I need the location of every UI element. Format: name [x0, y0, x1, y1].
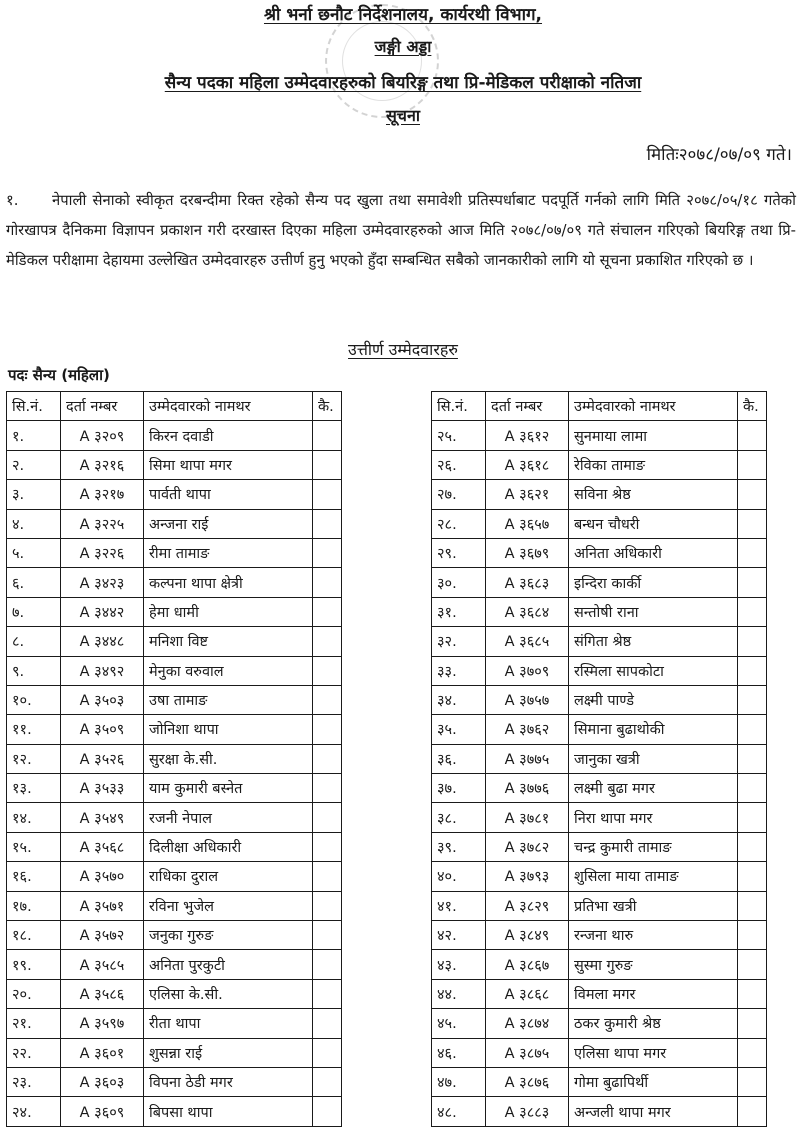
- serial-cell: ३७.: [432, 774, 486, 803]
- candidate-name-cell: सुरक्षा के.सी.: [144, 744, 313, 773]
- remarks-cell: [313, 774, 342, 803]
- remarks-cell: [738, 538, 767, 567]
- table-header-row: [7, 392, 342, 421]
- table-row: [7, 715, 342, 744]
- reg-number-cell: A ३५२६: [61, 744, 144, 773]
- serial-cell: ३९.: [432, 832, 486, 861]
- candidate-name-cell: रविना भुजेल: [144, 891, 313, 920]
- table-row: [7, 450, 342, 479]
- table-row: [432, 627, 767, 656]
- table-row: [7, 921, 342, 950]
- candidate-name-cell: ठकर कुमारी श्रेष्ठ: [569, 1009, 738, 1038]
- post-label: पदः सैन्य (महिला): [8, 366, 110, 384]
- reg-number-cell: A ३७०९: [486, 656, 569, 685]
- remarks-cell: [313, 656, 342, 685]
- table-row: [432, 950, 767, 979]
- table-row: [432, 891, 767, 920]
- reg-number-cell: A ३७९३: [486, 862, 569, 891]
- col-header-serial: सि.नं.: [7, 392, 61, 421]
- remarks-cell: [313, 832, 342, 861]
- reg-number-cell: A ३६८३: [486, 568, 569, 597]
- table-row: [432, 421, 767, 450]
- table-row: [432, 450, 767, 479]
- candidate-name-cell: जोनिशा थापा: [144, 715, 313, 744]
- remarks-cell: [313, 597, 342, 626]
- reg-number-cell: A ३५७१: [61, 891, 144, 920]
- remarks-cell: [313, 715, 342, 744]
- reg-number-cell: A ३२२५: [61, 509, 144, 538]
- table-row: [7, 891, 342, 920]
- remarks-cell: [738, 979, 767, 1008]
- remarks-cell: [738, 744, 767, 773]
- serial-cell: ३४.: [432, 685, 486, 714]
- candidate-name-cell: अनिता अधिकारी: [569, 538, 738, 567]
- col-header-serial: सि.नं.: [432, 392, 486, 421]
- remarks-cell: [313, 803, 342, 832]
- serial-cell: २९.: [432, 538, 486, 567]
- candidate-name-cell: सुनमाया लामा: [569, 421, 738, 450]
- candidate-name-cell: दिलीक्षा अधिकारी: [144, 832, 313, 861]
- remarks-cell: [738, 480, 767, 509]
- table-row: [432, 803, 767, 832]
- table-row: [7, 1038, 342, 1067]
- result-title: सैन्य पदका महिला उम्मेदवारहरुको बियरिङ्ग तथा प्रि-मेडिकल परीक्षाको नतिजा: [164, 73, 642, 93]
- table-row: [432, 1097, 767, 1126]
- reg-number-cell: A ३२१६: [61, 450, 144, 479]
- table-row: [7, 803, 342, 832]
- remarks-cell: [738, 656, 767, 685]
- candidate-name-cell: निरा थापा मगर: [569, 803, 738, 832]
- reg-number-cell: A ३७६२: [486, 715, 569, 744]
- candidate-name-cell: विपना ठेडी मगर: [144, 1067, 313, 1096]
- candidate-name-cell: संगिता श्रेष्ठ: [569, 627, 738, 656]
- serial-cell: १९.: [7, 950, 61, 979]
- serial-cell: २४.: [7, 1097, 61, 1126]
- notice-title: सूचना: [385, 106, 420, 125]
- candidate-name-cell: सिमाना बुढाथोकी: [569, 715, 738, 744]
- remarks-cell: [313, 891, 342, 920]
- remarks-cell: [313, 744, 342, 773]
- col-header-remarks: कै.: [738, 392, 767, 421]
- serial-cell: २६.: [432, 450, 486, 479]
- serial-cell: ४३.: [432, 950, 486, 979]
- candidate-name-cell: जनुका गुरुङ: [144, 921, 313, 950]
- candidate-name-cell: शुसिला माया तामाङ: [569, 862, 738, 891]
- serial-cell: ४५.: [432, 1009, 486, 1038]
- remarks-cell: [313, 627, 342, 656]
- paragraph-number: १.: [6, 192, 19, 209]
- serial-cell: १६.: [7, 862, 61, 891]
- candidate-name-cell: जानुका खत्री: [569, 744, 738, 773]
- remarks-cell: [738, 1038, 767, 1067]
- reg-number-cell: A ३५३३: [61, 774, 144, 803]
- table-row: [7, 1067, 342, 1096]
- table-row: [7, 1009, 342, 1038]
- candidates-body-left: [7, 421, 342, 1126]
- table-row: [432, 715, 767, 744]
- serial-cell: १५.: [7, 832, 61, 861]
- table-row: [432, 862, 767, 891]
- serial-cell: ११.: [7, 715, 61, 744]
- table-row: [7, 862, 342, 891]
- reg-number-cell: A ३६२१: [486, 480, 569, 509]
- candidate-name-cell: एलिसा के.सी.: [144, 979, 313, 1008]
- table-row: [7, 480, 342, 509]
- table-row: [432, 832, 767, 861]
- table-row: [432, 1009, 767, 1038]
- remarks-cell: [313, 421, 342, 450]
- table-row: [432, 480, 767, 509]
- table-row: [432, 568, 767, 597]
- serial-cell: ४१.: [432, 891, 486, 920]
- serial-cell: १४.: [7, 803, 61, 832]
- serial-cell: १७.: [7, 891, 61, 920]
- remarks-cell: [313, 480, 342, 509]
- table-row: [7, 950, 342, 979]
- remarks-cell: [738, 715, 767, 744]
- candidate-name-cell: लक्ष्मी बुढा मगर: [569, 774, 738, 803]
- serial-cell: ४२.: [432, 921, 486, 950]
- candidates-body-right: [432, 421, 767, 1126]
- reg-number-cell: A ३६७९: [486, 538, 569, 567]
- candidate-name-cell: सन्तोषी राना: [569, 597, 738, 626]
- serial-cell: २३.: [7, 1067, 61, 1096]
- reg-number-cell: A ३८२९: [486, 891, 569, 920]
- directorate-title: श्री भर्ना छनौट निर्देशनालय, कार्यरथी विभाग,: [263, 5, 543, 25]
- candidate-name-cell: गोमा बुढापिर्थी: [569, 1067, 738, 1096]
- table-row: [7, 597, 342, 626]
- table-row: [432, 1038, 767, 1067]
- reg-number-cell: A ३८७४: [486, 1009, 569, 1038]
- reg-number-cell: A ३७७५: [486, 744, 569, 773]
- remarks-cell: [313, 1097, 342, 1126]
- table-row: [7, 979, 342, 1008]
- table-row: [7, 744, 342, 773]
- remarks-cell: [738, 832, 767, 861]
- reg-number-cell: A ३८७५: [486, 1038, 569, 1067]
- remarks-cell: [738, 1097, 767, 1126]
- reg-number-cell: A ३२१७: [61, 480, 144, 509]
- table-row: [7, 1097, 342, 1126]
- table-row: [432, 774, 767, 803]
- remarks-cell: [313, 921, 342, 950]
- reg-number-cell: A ३२०९: [61, 421, 144, 450]
- remarks-cell: [313, 950, 342, 979]
- remarks-cell: [313, 979, 342, 1008]
- table-row: [432, 921, 767, 950]
- reg-number-cell: A ३५४९: [61, 803, 144, 832]
- table-row: [432, 744, 767, 773]
- remarks-cell: [313, 1009, 342, 1038]
- candidate-name-cell: लक्ष्मी पाण्डे: [569, 685, 738, 714]
- table-row: [7, 568, 342, 597]
- col-header-name: उम्मेदवारको नामथर: [144, 392, 313, 421]
- candidates-table-left: [6, 391, 342, 1127]
- remarks-cell: [738, 450, 767, 479]
- paragraph-text: नेपाली सेनाको स्वीकृत दरबन्दीमा रिक्त रहेको सैन्य पद खुला तथा समावेशी प्रतिस्पर्धाबाट पदपूर्ति गर्नको लागि मिति २०७८/०५/१८ गतेको गोरखापत्र दैनिकमा विज्ञापन प्रकाशन गरी दरखास्त दिएका महिला उम्मेदवारहरुको आज मिति २०७८/०७/०९ गते संचालन गरिएको बियरिङ्ग तथा प्रि-मेडिकल परीक्षामा देहायमा उल्लेखित उम्मेदवारहरु उत्तीर्ण हुनु भएको हुँदा सम्बन्धित सबैको जानकारीको लागि यो सूचना प्रकाशित गरिएको छ ।: [6, 192, 796, 269]
- table-row: [7, 421, 342, 450]
- reg-number-cell: A ३५७०: [61, 862, 144, 891]
- serial-cell: ४०.: [432, 862, 486, 891]
- serial-cell: २१.: [7, 1009, 61, 1038]
- remarks-cell: [738, 950, 767, 979]
- remarks-cell: [738, 862, 767, 891]
- serial-cell: २५.: [432, 421, 486, 450]
- remarks-cell: [313, 685, 342, 714]
- table-row: [432, 1067, 767, 1096]
- reg-number-cell: A ३५०९: [61, 715, 144, 744]
- remarks-cell: [313, 1067, 342, 1096]
- candidate-name-cell: रस्मिला सापकोटा: [569, 656, 738, 685]
- reg-number-cell: A ३८७६: [486, 1067, 569, 1096]
- serial-cell: ३५.: [432, 715, 486, 744]
- reg-number-cell: A ३५९७: [61, 1009, 144, 1038]
- serial-cell: ३.: [7, 480, 61, 509]
- candidate-name-cell: याम कुमारी बस्नेत: [144, 774, 313, 803]
- reg-number-cell: A ३५८६: [61, 979, 144, 1008]
- serial-cell: ३२.: [432, 627, 486, 656]
- candidate-name-cell: इन्दिरा कार्की: [569, 568, 738, 597]
- reg-number-cell: A ३६०९: [61, 1097, 144, 1126]
- passed-candidates-heading: उत्तीर्ण उम्मेदवारहरु: [348, 340, 458, 359]
- reg-number-cell: A ३७८२: [486, 832, 569, 861]
- remarks-cell: [738, 921, 767, 950]
- candidate-name-cell: शुसन्ना राई: [144, 1038, 313, 1067]
- table-row: [432, 685, 767, 714]
- headquarters-title: जङ्गी अड्डा: [374, 37, 432, 56]
- serial-cell: ४.: [7, 509, 61, 538]
- serial-cell: ४७.: [432, 1067, 486, 1096]
- notice-paragraph: [6, 186, 796, 276]
- remarks-cell: [738, 597, 767, 626]
- remarks-cell: [738, 568, 767, 597]
- serial-cell: ४४.: [432, 979, 486, 1008]
- candidate-name-cell: सुस्मा गुरुङ: [569, 950, 738, 979]
- table-row: [7, 656, 342, 685]
- reg-number-cell: A ३४४२: [61, 597, 144, 626]
- candidate-name-cell: एलिसा थापा मगर: [569, 1038, 738, 1067]
- serial-cell: ४८.: [432, 1097, 486, 1126]
- reg-number-cell: A ३८६७: [486, 950, 569, 979]
- candidate-name-cell: मनिशा विष्ट: [144, 627, 313, 656]
- table-row: [7, 832, 342, 861]
- serial-cell: ५.: [7, 538, 61, 567]
- candidate-name-cell: रीता थापा: [144, 1009, 313, 1038]
- table-row: [432, 656, 767, 685]
- reg-number-cell: A ३४९२: [61, 656, 144, 685]
- reg-number-cell: A ३८४९: [486, 921, 569, 950]
- candidate-name-cell: रेविका तामाङ: [569, 450, 738, 479]
- reg-number-cell: A ३७५७: [486, 685, 569, 714]
- reg-number-cell: A ३६८५: [486, 627, 569, 656]
- serial-cell: ८.: [7, 627, 61, 656]
- reg-number-cell: A ३२२६: [61, 538, 144, 567]
- serial-cell: ९.: [7, 656, 61, 685]
- remarks-cell: [738, 1067, 767, 1096]
- candidates-table-right: [431, 391, 767, 1127]
- candidate-name-cell: विमला मगर: [569, 979, 738, 1008]
- remarks-cell: [738, 891, 767, 920]
- reg-number-cell: A ३५८५: [61, 950, 144, 979]
- serial-cell: ७.: [7, 597, 61, 626]
- serial-cell: ३६.: [432, 744, 486, 773]
- candidate-name-cell: रीमा तामाङ: [144, 538, 313, 567]
- serial-cell: १३.: [7, 774, 61, 803]
- col-header-remarks: कै.: [313, 392, 342, 421]
- reg-number-cell: A ३८८३: [486, 1097, 569, 1126]
- serial-cell: २.: [7, 450, 61, 479]
- serial-cell: १.: [7, 421, 61, 450]
- serial-cell: २२.: [7, 1038, 61, 1067]
- remarks-cell: [738, 1009, 767, 1038]
- candidate-name-cell: मेनुका वरुवाल: [144, 656, 313, 685]
- remarks-cell: [738, 509, 767, 538]
- candidate-name-cell: राधिका दुराल: [144, 862, 313, 891]
- candidate-name-cell: चन्द्र कुमारी तामाङ: [569, 832, 738, 861]
- reg-number-cell: A ३५०३: [61, 685, 144, 714]
- remarks-cell: [313, 1038, 342, 1067]
- table-row: [7, 627, 342, 656]
- candidate-name-cell: हेमा धामी: [144, 597, 313, 626]
- candidate-name-cell: बिपसा थापा: [144, 1097, 313, 1126]
- remarks-cell: [313, 568, 342, 597]
- table-row: [7, 509, 342, 538]
- candidate-name-cell: उषा तामाङ: [144, 685, 313, 714]
- candidate-name-cell: सविना श्रेष्ठ: [569, 480, 738, 509]
- remarks-cell: [738, 685, 767, 714]
- reg-number-cell: A ३६५७: [486, 509, 569, 538]
- serial-cell: २०.: [7, 979, 61, 1008]
- remarks-cell: [738, 803, 767, 832]
- reg-number-cell: A ३५६८: [61, 832, 144, 861]
- remarks-cell: [738, 627, 767, 656]
- remarks-cell: [313, 450, 342, 479]
- serial-cell: ४६.: [432, 1038, 486, 1067]
- col-header-reg-number: दर्ता नम्बर: [486, 392, 569, 421]
- table-row: [432, 538, 767, 567]
- serial-cell: ३८.: [432, 803, 486, 832]
- candidate-name-cell: सिमा थापा मगर: [144, 450, 313, 479]
- table-row: [7, 685, 342, 714]
- candidate-name-cell: कल्पना थापा क्षेत्री: [144, 568, 313, 597]
- serial-cell: २८.: [432, 509, 486, 538]
- serial-cell: २७.: [432, 480, 486, 509]
- remarks-cell: [313, 862, 342, 891]
- col-header-reg-number: दर्ता नम्बर: [61, 392, 144, 421]
- table-row: [432, 597, 767, 626]
- reg-number-cell: A ३६०३: [61, 1067, 144, 1096]
- reg-number-cell: A ३७७६: [486, 774, 569, 803]
- serial-cell: ३१.: [432, 597, 486, 626]
- candidate-name-cell: अन्जना राई: [144, 509, 313, 538]
- candidate-name-cell: रजनी नेपाल: [144, 803, 313, 832]
- reg-number-cell: A ३६१२: [486, 421, 569, 450]
- serial-cell: ६.: [7, 568, 61, 597]
- reg-number-cell: A ३४४८: [61, 627, 144, 656]
- remarks-cell: [738, 421, 767, 450]
- serial-cell: १८.: [7, 921, 61, 950]
- serial-cell: ३०.: [432, 568, 486, 597]
- reg-number-cell: A ३६१८: [486, 450, 569, 479]
- reg-number-cell: A ३६८४: [486, 597, 569, 626]
- candidate-name-cell: अनिता पुरकुटी: [144, 950, 313, 979]
- candidate-name-cell: पार्वती थापा: [144, 480, 313, 509]
- remarks-cell: [313, 509, 342, 538]
- table-row: [7, 774, 342, 803]
- notice-date: मितिः२०७८/०७/०९ गते।: [646, 145, 792, 165]
- col-header-name: उम्मेदवारको नामथर: [569, 392, 738, 421]
- remarks-cell: [313, 538, 342, 567]
- candidate-name-cell: रन्जना थारु: [569, 921, 738, 950]
- table-row: [7, 538, 342, 567]
- reg-number-cell: A ३४२३: [61, 568, 144, 597]
- reg-number-cell: A ३८६८: [486, 979, 569, 1008]
- serial-cell: १०.: [7, 685, 61, 714]
- serial-cell: ३३.: [432, 656, 486, 685]
- remarks-cell: [738, 774, 767, 803]
- serial-cell: १२.: [7, 744, 61, 773]
- table-row: [432, 509, 767, 538]
- table-row: [432, 979, 767, 1008]
- candidate-name-cell: बन्धन चौधरी: [569, 509, 738, 538]
- reg-number-cell: A ३५७२: [61, 921, 144, 950]
- candidate-name-cell: किरन दवाडी: [144, 421, 313, 450]
- table-header-row: [432, 392, 767, 421]
- reg-number-cell: A ३७८१: [486, 803, 569, 832]
- candidate-name-cell: अन्जली थापा मगर: [569, 1097, 738, 1126]
- candidate-name-cell: प्रतिभा खत्री: [569, 891, 738, 920]
- reg-number-cell: A ३६०१: [61, 1038, 144, 1067]
